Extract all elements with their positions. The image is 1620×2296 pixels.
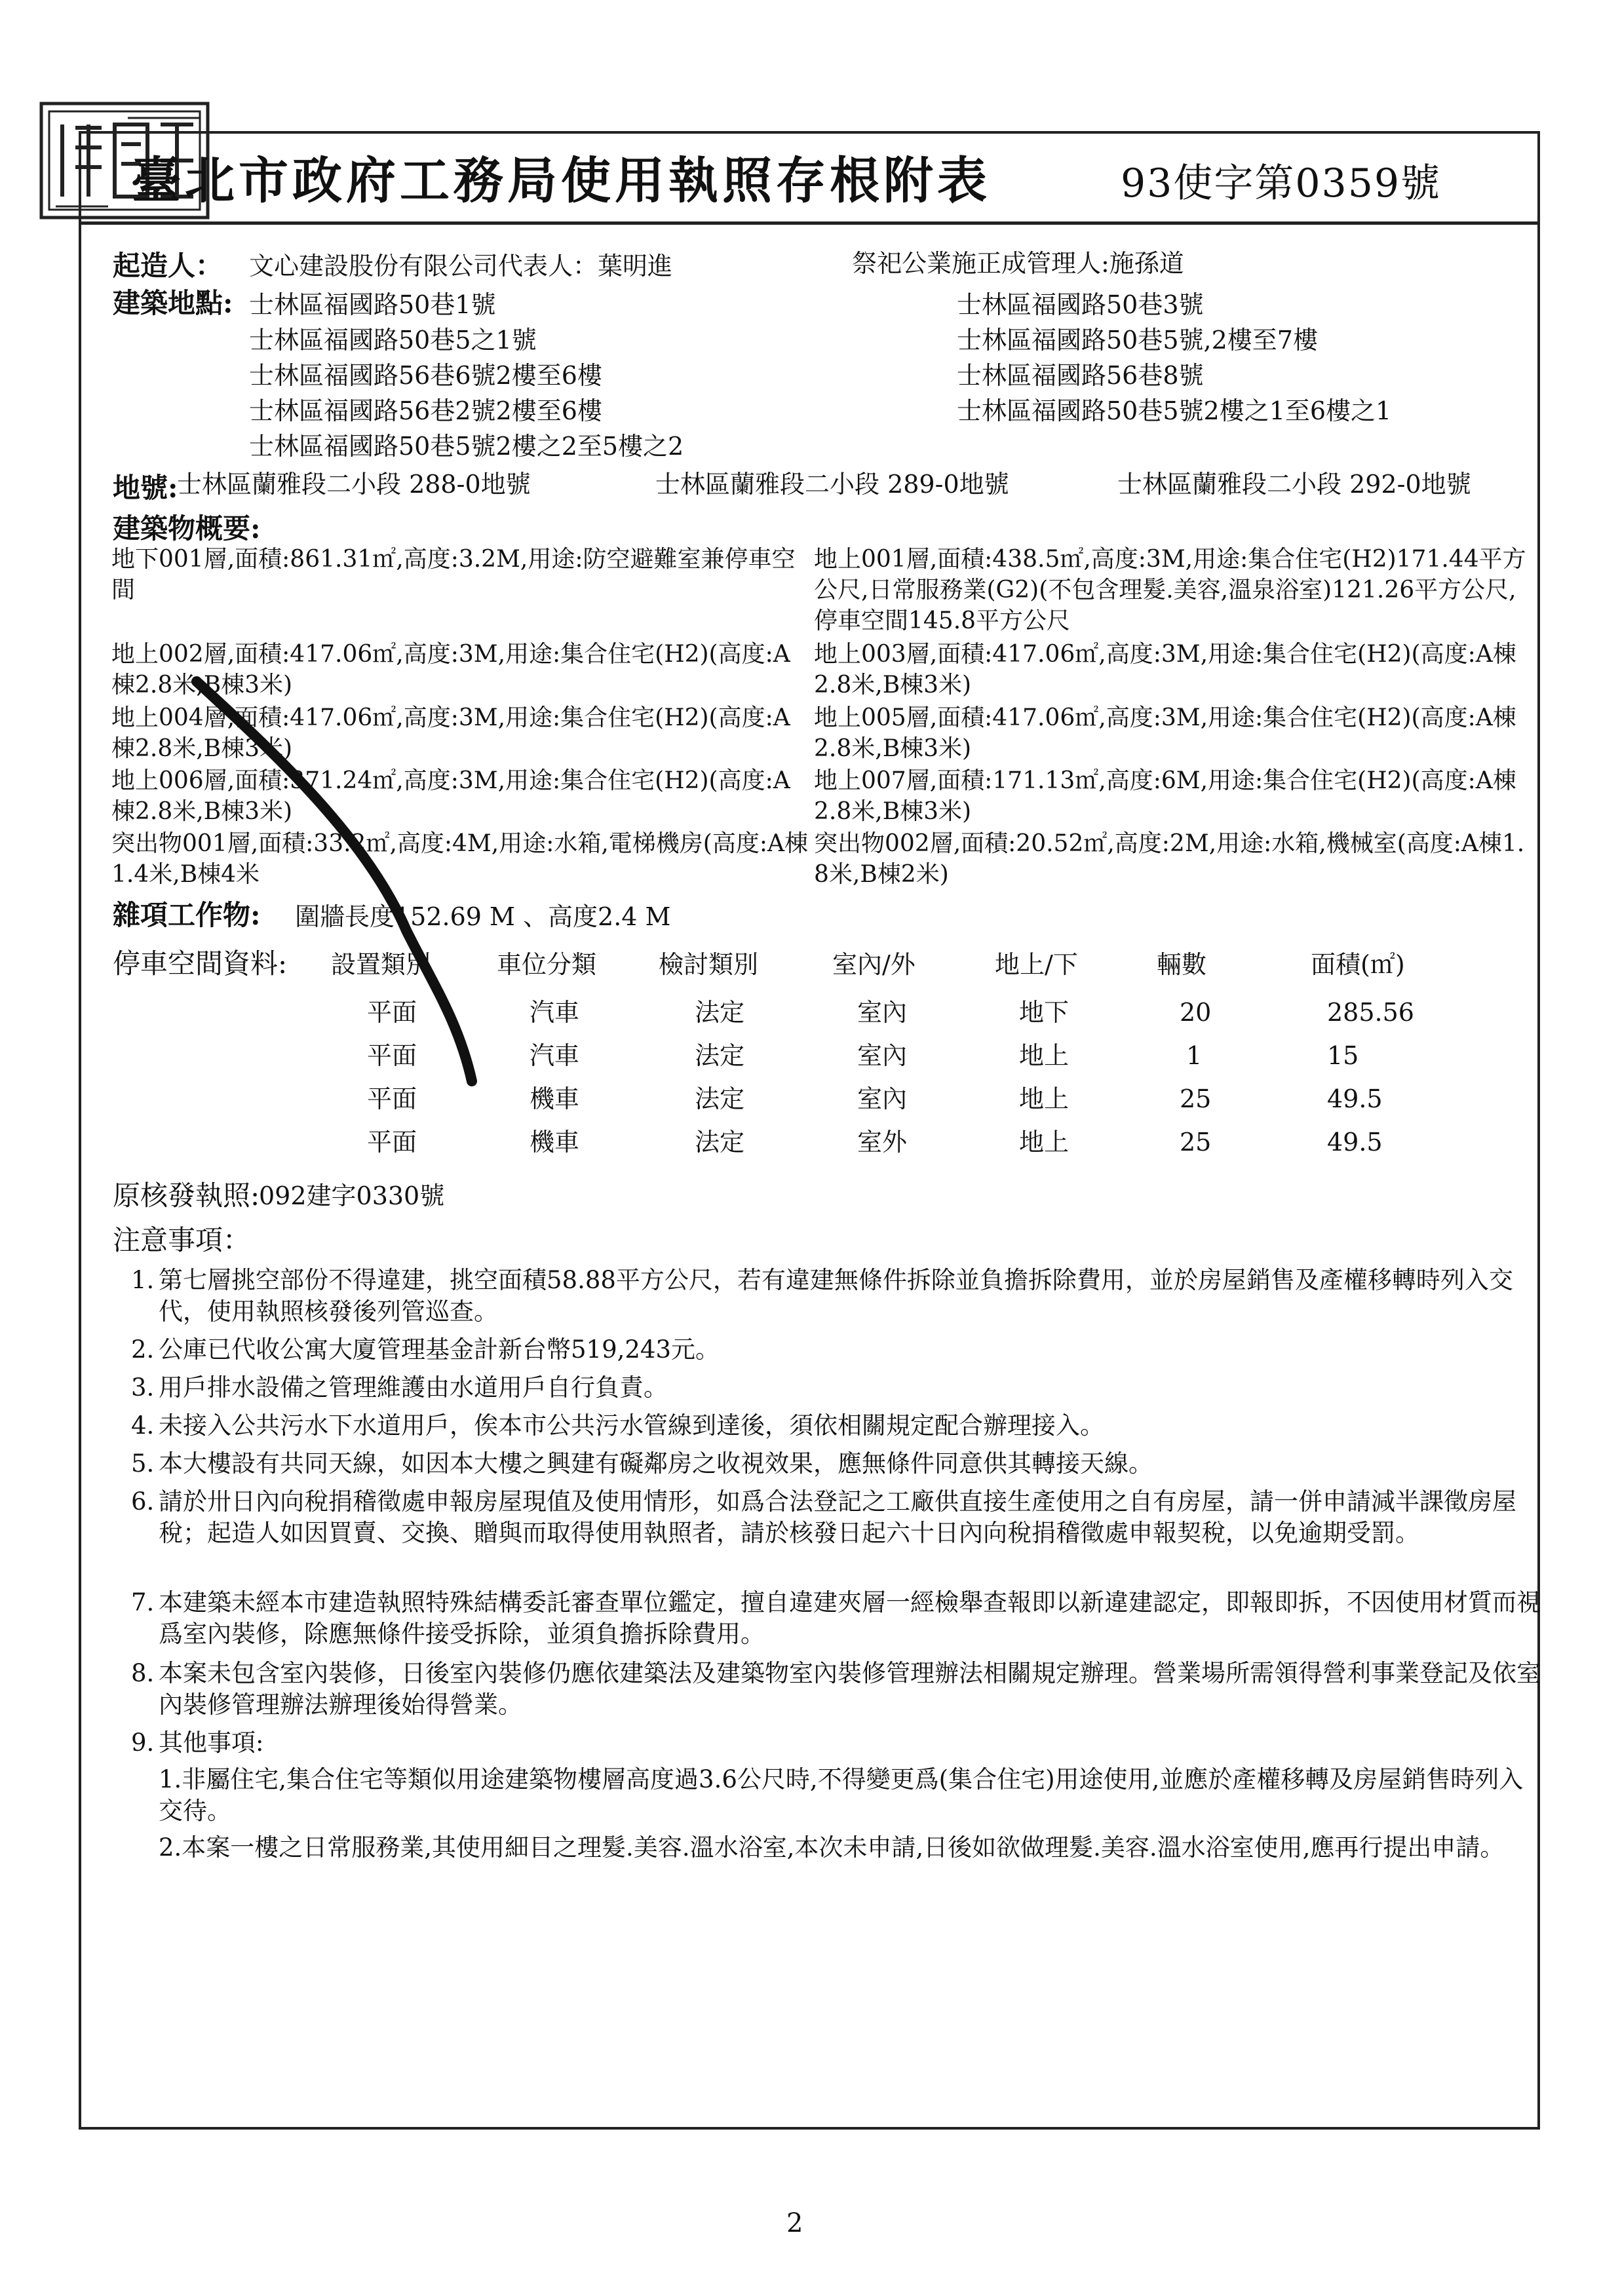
note-text: 請於卅日內向稅捐稽徵處申報房屋現值及使用情形，如爲合法登記之工廠供直接生產使用之自有房屋，請一併申請減半課徵房屋稅；起造人如因買賣、交換、贈與而取得使用執照者，請於核發日起六十日內向稅捐稽徵處申報契稅，以免逾期受罰。 [159,1487,1516,1547]
note-text: 公庫已代收公寓大廈管理基金計新台幣519,243元。 [159,1335,720,1364]
parking-cell: 法定 [695,1084,745,1113]
note-text: 未接入公共污水下水道用戶，俟本市公共污水管線到達後，須依相關規定配合辦理接入。 [159,1411,1104,1440]
building-row-2-left: 地上002層,面積:417.06㎡,高度:3M,用途:集合住宅(H2)(高度:A棟2.8米,B棟3米) [111,641,790,698]
applicant-value-1: 文心建設股份有限公司代表人：葉明進 [249,252,673,280]
misc-works-label: 雜項工作物: [113,899,261,931]
building-row-5-left: 突出物001層,面積:33.2㎡,高度:4M,用途:水箱,電梯機房(高度:A棟1.4米,B棟4米 [111,830,808,888]
parking-header-inout: 室內/外 [832,950,916,979]
note-text: 用戶排水設備之管理維護由水道用戶自行負責。 [159,1373,668,1402]
parking-cell: 49.5 [1327,1084,1383,1113]
note-number: 7. [131,1588,155,1617]
note-text: 其他事項: [159,1729,264,1757]
parking-cell: 285.56 [1327,998,1414,1027]
building-row-3-right: 地上005層,面積:417.06㎡,高度:3M,用途:集合住宅(H2)(高度:A棟2.8米,B棟3米) [814,704,1516,762]
parking-cell: 49.5 [1327,1128,1383,1157]
note-text: 本建築未經本市建造執照特殊結構委託審查單位鑑定，擅自違建夾層一經檢舉查報即以新違建認定，即報即拆，不因使用材質而視爲室內裝修，除應無條件接受拆除，並須負擔拆除費用。 [159,1588,1541,1648]
permit-number: 93使字第0359號 [1121,161,1442,206]
parking-cell: 平面 [367,1084,417,1113]
parking-cell: 法定 [695,1128,745,1157]
parking-header-level: 地上/下 [995,950,1078,979]
lot-3: 士林區蘭雅段二小段 292-0地號 [1117,470,1471,499]
original-permit-value: 092建字0330號 [259,1181,445,1210]
location-right-1: 士林區福國路50巷3號 [957,290,1204,319]
parking-label: 停車空間資料: [113,947,288,980]
lot-label: 地號: [113,472,178,504]
parking-header-count: 輛數 [1157,950,1207,979]
original-permit-label: 原核發執照: [113,1179,260,1212]
parking-cell: 25 [1180,1084,1212,1113]
location-left-3: 士林區福國路56巷6號2樓至6樓 [249,361,602,390]
parking-cell: 汽車 [530,998,580,1027]
applicant-value-2: 祭祀公業施正成管理人:施孫道 [852,249,1184,278]
parking-cell: 汽車 [530,1041,580,1070]
location-right-4: 士林區福國路50巷5號2樓之1至6樓之1 [957,396,1392,425]
parking-cell: 25 [1180,1128,1212,1157]
notes-label: 注意事項： [113,1224,251,1256]
note-sub-item-2: 2.本案一樓之日常服務業,其使用細目之理髮.美容.溫水浴室,本次未申請,日後如欲做理髮.美容.溫水浴室使用,應再行提出申請。 [159,1833,1505,1862]
location-left-5: 士林區福國路50巷5號2樓之2至5樓之2 [249,432,684,461]
note-text: 第七層挑空部份不得違建，挑空面積58.88平方公尺，若有違建無條件拆除並負擔拆除費用，並於房屋銷售及產權移轉時列入交代，使用執照核發後列管巡查。 [159,1266,1513,1326]
parking-header-review: 檢討類別 [659,950,759,979]
page-title: 臺北市政府工務局使用執照存根附表 [131,151,991,210]
parking-cell: 1 [1186,1041,1203,1070]
building-row-3-left: 地上004層,面積:417.06㎡,高度:3M,用途:集合住宅(H2)(高度:A棟2.8米,B棟3米) [111,704,790,762]
note-text: 本大樓設有共同天線，如因本大樓之興建有礙鄰房之收視效果，應無條件同意供其轉接天線。 [159,1449,1153,1478]
building-row-4-right: 地上007層,面積:171.13㎡,高度:6M,用途:集合住宅(H2)(高度:A棟2.8米,B棟3米) [814,767,1516,825]
parking-cell: 室內 [857,1041,908,1070]
parking-cell: 地上 [1019,1041,1070,1070]
parking-cell: 機車 [530,1084,580,1113]
note-text: 本案未包含室內裝修，日後室內裝修仍應依建築法及建築物室內裝修管理辦法相關規定辦理。營業場所需領得營利事業登記及依室內裝修管理辦法辦理後始得營業。 [159,1659,1541,1719]
misc-works-value: 圍牆長度152.69 M 、高度2.4 M [295,902,671,931]
building-row-1-left: 地下001層,面積:861.31㎡,高度:3.2M,用途:防空避難室兼停車空間 [111,546,796,603]
lot-1: 士林區蘭雅段二小段 288-0地號 [177,470,531,499]
parking-cell: 法定 [695,998,745,1027]
page-number: 2 [786,2208,803,2238]
parking-header-area: 面積(㎡) [1311,950,1405,979]
note-number: 5. [131,1449,155,1478]
building-summary-label: 建築物概要: [113,512,261,545]
parking-cell: 地下 [1019,998,1070,1027]
parking-cell: 20 [1180,998,1212,1027]
parking-cell: 法定 [695,1041,745,1070]
location-left-1: 士林區福國路50巷1號 [249,290,496,319]
parking-cell: 15 [1327,1041,1359,1070]
location-left-4: 士林區福國路56巷2號2樓至6樓 [249,396,602,425]
note-number: 1. [131,1266,155,1294]
location-label: 建築地點: [113,287,233,319]
building-row-2-right: 地上003層,面積:417.06㎡,高度:3M,用途:集合住宅(H2)(高度:A棟2.8米,B棟3米) [814,641,1516,698]
note-number: 3. [131,1373,155,1402]
note-number: 4. [131,1411,155,1440]
parking-cell: 地上 [1019,1084,1070,1113]
parking-cell: 地上 [1019,1128,1070,1157]
location-right-2: 士林區福國路50巷5號,2樓至7樓 [957,326,1318,354]
location-left-2: 士林區福國路50巷5之1號 [249,326,537,354]
note-number: 2. [131,1335,155,1364]
parking-cell: 室內 [857,1084,908,1113]
parking-cell: 機車 [530,1128,580,1157]
location-right-3: 士林區福國路56巷8號 [957,361,1204,390]
building-row-4-left: 地上006層,面積:371.24㎡,高度:3M,用途:集合住宅(H2)(高度:A棟2.8米,B棟3米) [111,767,790,825]
note-sub-item-1: 1.非屬住宅,集合住宅等類似用途建築物樓層高度過3.6公尺時,不得變更爲(集合住宅)用途使用,並應於產權移轉及房屋銷售時列入交待。 [159,1765,1524,1825]
note-number: 8. [131,1659,155,1687]
building-row-5-right: 突出物002層,面積:20.52㎡,高度:2M,用途:水箱,機械室(高度:A棟1.8米,B棟2米) [814,830,1525,888]
parking-header-class: 車位分類 [497,950,597,979]
note-number: 6. [131,1487,155,1516]
title-divider [81,221,1537,225]
parking-cell: 平面 [367,998,417,1027]
building-row-1-right: 地上001層,面積:438.5㎡,高度:3M,用途:集合住宅(H2)171.44平方公尺,日常服務業(G2)(不包含理髮.美容,溫泉浴室)121.26平方公尺,停車空間145.8平方公尺 [814,546,1526,634]
parking-cell: 平面 [367,1041,417,1070]
applicant-label: 起造人： [113,250,223,282]
parking-cell: 室內 [857,998,908,1027]
parking-header-type: 設置類別 [331,950,431,979]
parking-cell: 平面 [367,1128,417,1157]
lot-2: 士林區蘭雅段二小段 289-0地號 [655,470,1009,499]
note-number: 9. [131,1729,155,1757]
parking-cell: 室外 [857,1128,908,1157]
